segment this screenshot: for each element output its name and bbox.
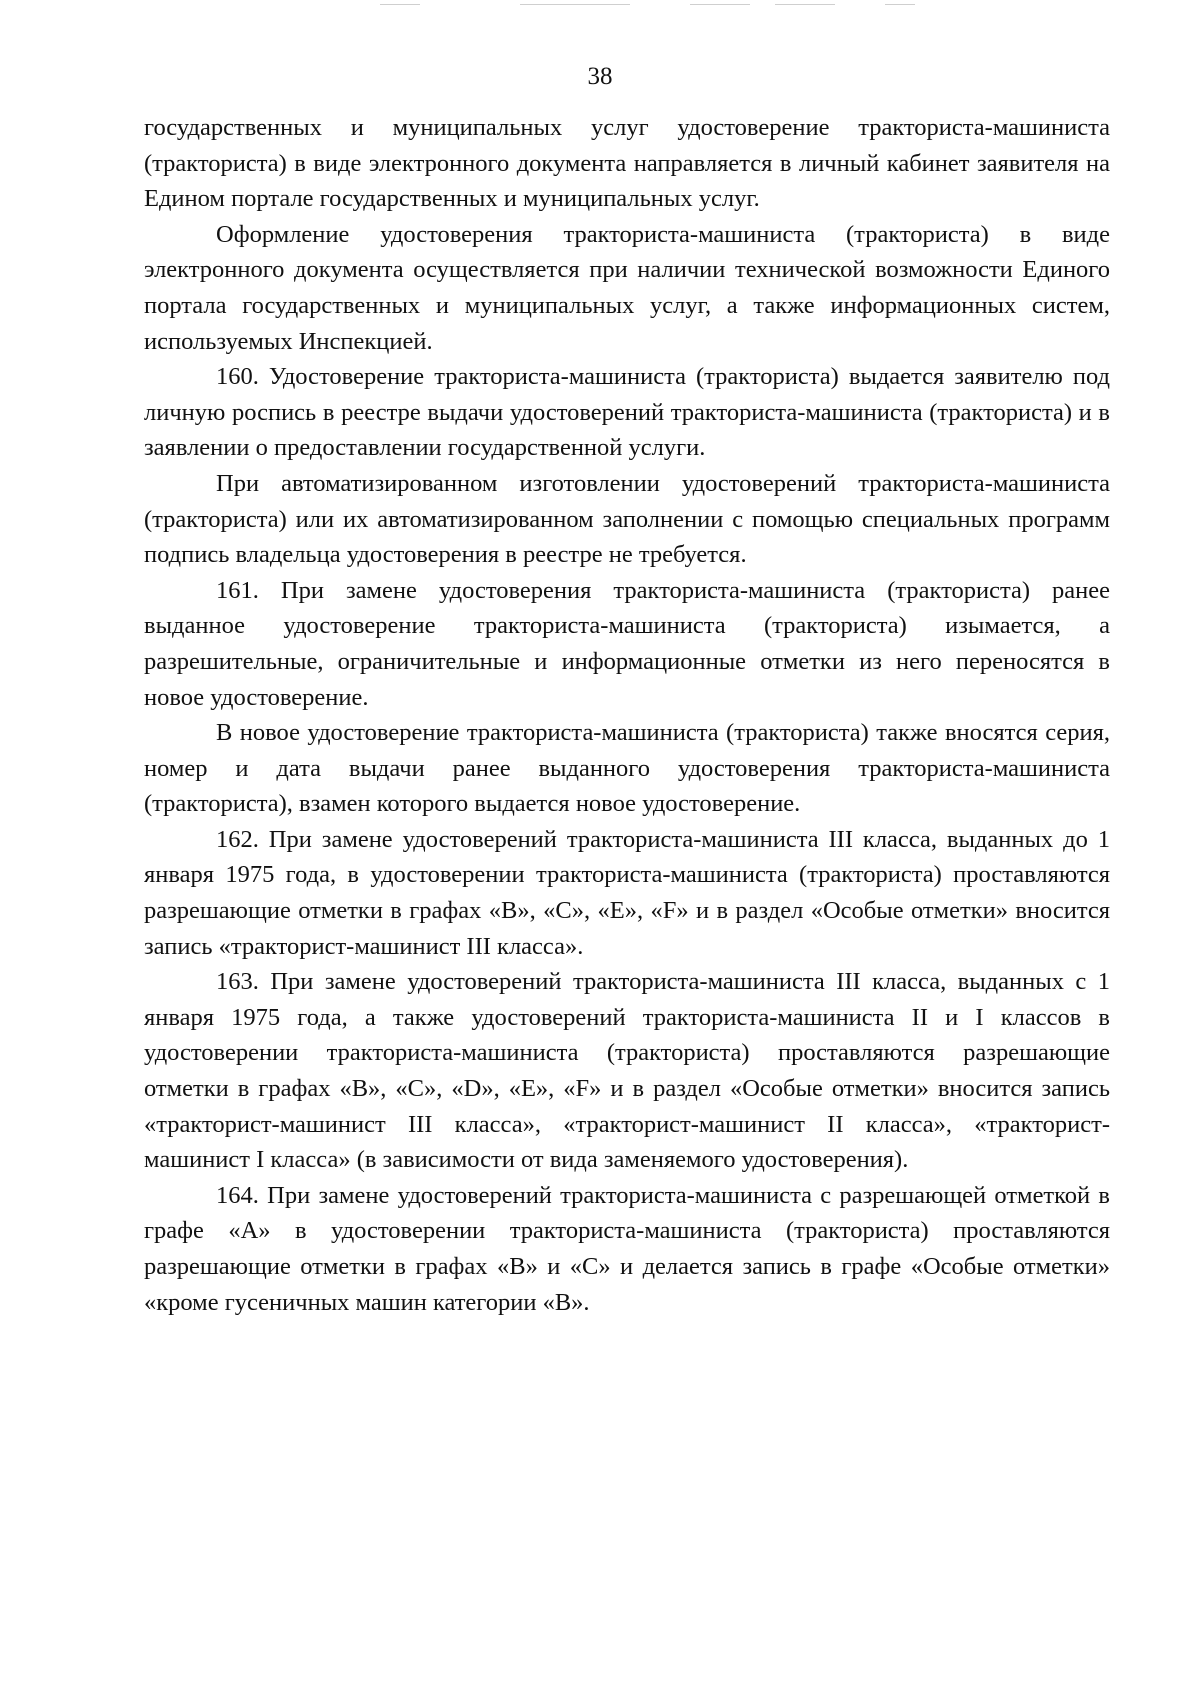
scan-artifact-line [775, 4, 835, 5]
scan-artifact-line [380, 4, 420, 5]
document-body [144, 110, 1110, 1320]
paragraph: При автоматизированном изготовлении удостоверений тракториста-машиниста (тракториста) или их автоматизированном заполнении с помощью специальных программ подпись владельца удостоверения в реестре не требуется. [144, 469, 1110, 569]
paragraph-item-163: 163. При замене удостоверений тракториста-машиниста III класса, выданных с 1 января 1975 года, а также удостоверений тракториста-машиниста II и I классов в удостоверении тракториста-машиниста (тракториста) проставляются разрешающие отметки в графах «B», «C», «D», «E», «F» и в раздел «Особые отметки» вносится запись «тракторист-машинист III класса», «тракторист-машинист II класса», «тракторист-машинист I класса» (в зависимости от вида заменяемого удостоверения). [144, 968, 1110, 1174]
scan-artifact-line [520, 4, 630, 5]
paragraph-continuation: государственных и муниципальных услуг удостоверение тракториста-машиниста (тракториста) в виде электронного документа направляется в личный кабинет заявителя на Едином портале государственных и муниципальных услуг. [144, 114, 1110, 213]
paragraph-item-160: 160. Удостоверение тракториста-машиниста (тракториста) выдается заявителю под личную роспись в реестре выдачи удостоверений тракториста-машиниста (тракториста) и в заявлении о предоставлении государственной услуги. [144, 363, 1110, 462]
scan-artifact-line [690, 4, 750, 5]
paragraph: Оформление удостоверения тракториста-машиниста (тракториста) в виде электронного документа осуществляется при наличии технической возможности Единого портала государственных и муниципальных услуг, а также информационных систем, используемых Инспекцией. [144, 220, 1110, 355]
paragraph-item-162: 162. При замене удостоверений тракториста-машиниста III класса, выданных до 1 января 1975 года, в удостоверении тракториста-машиниста (тракториста) проставляются разрешающие отметки в графах «B», «C», «E», «F» и в раздел «Особые отметки» вносится запись «тракторист-машинист III класса». [144, 825, 1110, 960]
scan-artifact-line [885, 4, 915, 5]
paragraph-item-161: 161. При замене удостоверения тракториста-машиниста (тракториста) ранее выданное удостоверение тракториста-машиниста (тракториста) изымается, а разрешительные, ограничительные и информационные отметки из него переносятся в новое удостоверение. [144, 576, 1110, 711]
paragraph-item-164: 164. При замене удостоверений тракториста-машиниста с разрешающей отметкой в графе «A» в удостоверении тракториста-машиниста (тракториста) проставляются разрешающие отметки в графах «B» и «C» и делается запись в графе «Особые отметки» «кроме гусеничных машин категории «B». [144, 1181, 1110, 1316]
paragraph: В новое удостоверение тракториста-машиниста (тракториста) также вносятся серия, номер и дата выдачи ранее выданного удостоверения тракториста-машиниста (тракториста), взамен которого выдается новое удостоверение. [144, 719, 1110, 818]
page-number: 38 [587, 63, 613, 90]
